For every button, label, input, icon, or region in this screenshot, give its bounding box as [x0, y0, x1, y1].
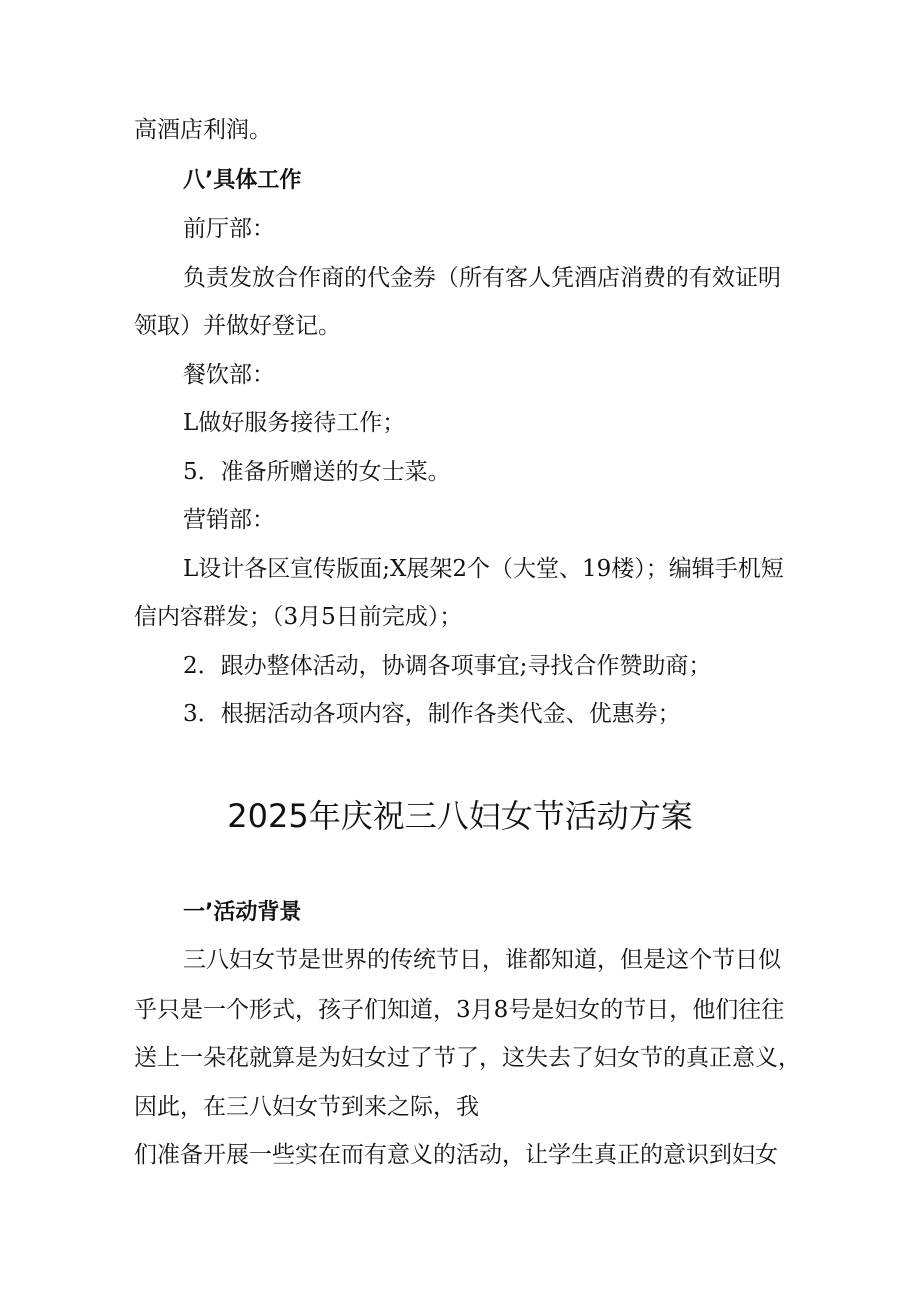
section-heading: 一’活动背景: [183, 900, 302, 925]
body-line: 高酒店利润。: [134, 117, 272, 143]
section-heading: 八’具体工作: [183, 168, 302, 193]
document-title: 2025年庆祝三八妇女节活动方案: [227, 797, 693, 835]
body-line: 乎只是一个形式，孩子们知道，3月8号是妇女的节日，他们往往: [134, 997, 785, 1023]
list-item-continued: 信内容群发；（3月5日前完成）；: [134, 604, 463, 630]
body-line: 三八妇女节是世界的传统节日，谁都知道，但是这个节日似: [183, 947, 781, 973]
list-item: 3．根据活动各项内容，制作各类代金、优惠券；: [183, 701, 681, 727]
list-item: L设计各区宣传版面;X展架2个（大堂、19楼）；编辑手机短: [183, 556, 784, 582]
list-item: 5．准备所赠送的女士菜。: [183, 459, 451, 485]
department-label: 前厅部：: [183, 216, 275, 242]
list-item: 2．跟办整体活动，协调各项事宜;寻找合作赞助商；: [183, 653, 712, 679]
department-label: 营销部：: [183, 507, 275, 533]
body-line: 送上一朵花就算是为妇女过了节了，这失去了妇女节的真正意义，: [134, 1045, 801, 1071]
department-label: 餐饮部：: [183, 362, 275, 388]
body-line: 因此，在三八妇女节到来之际，我: [134, 1094, 479, 1120]
body-line: 领取）并做好登记。: [134, 313, 341, 339]
list-item: L做好服务接待工作；: [183, 410, 406, 436]
body-line: 们准备开展一些实在而有意义的活动，让学生真正的意识到妇女: [134, 1142, 778, 1168]
body-line: 负责发放合作商的代金券（所有客人凭酒店消费的有效证明: [183, 265, 781, 291]
